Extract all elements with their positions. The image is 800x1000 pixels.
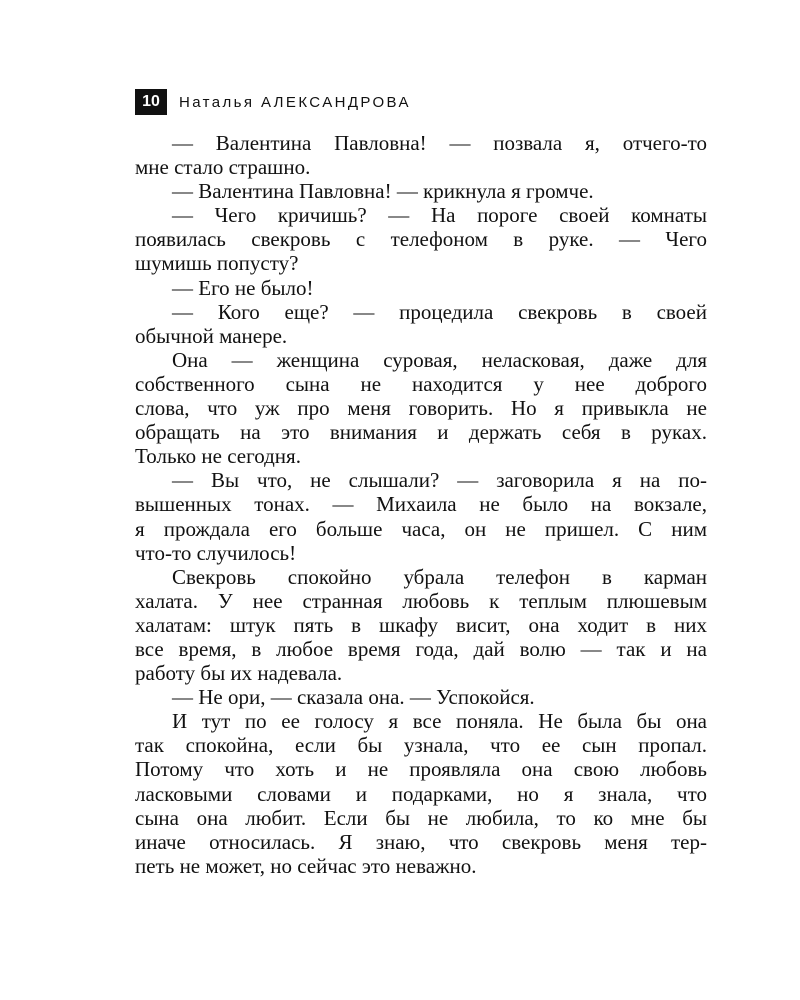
text-line: Потому что хоть и не проявляла она свою любовь <box>135 757 707 782</box>
text-line: работу бы их надевала. <box>135 661 343 686</box>
text-line: обычной манере. <box>135 323 288 348</box>
text-line: мне стало страшно. <box>135 155 311 180</box>
text-line: появилась свекровь с телефоном в руке. — Чего <box>135 227 707 252</box>
text-line: слова, что уж про меня говорить. Но я привыкла не <box>135 396 707 421</box>
text-line: — Не ори, — сказала она. — Успокойся. <box>172 685 535 710</box>
text-line: — Валентина Павловна! — позвала я, отчего-то <box>172 131 707 155</box>
text-line: халатам: штук пять в шкафу висит, она ходит в них <box>135 612 707 637</box>
text-line: — Кого еще? — процедила свекровь в своей <box>172 299 707 324</box>
text-line: собственного сына не находится у нее доброго <box>135 371 707 396</box>
text-line: иначе относилась. Я знаю, что свекровь меня тер- <box>135 829 707 854</box>
running-header <box>135 89 411 115</box>
text-line: Только не сегодня. <box>135 444 301 469</box>
text-line: вышенных тонах. — Михаила не было на вокзале, <box>135 492 707 517</box>
text-line: халата. У нее странная любовь к теплым плюшевым <box>135 588 707 613</box>
text-line: — Вы что, не слышали? — заговорила я на по- <box>172 468 707 493</box>
text-line: — Его не было! <box>172 275 314 300</box>
author-name: Наталья АЛЕКСАНДРОВА <box>179 93 411 111</box>
body-text <box>135 131 707 878</box>
text-line: я прождала его больше часа, он не пришел. С ним <box>135 516 707 541</box>
text-line: ласковыми словами и подарками, но я знала, что <box>135 781 707 806</box>
text-line: шумишь попусту? <box>135 251 299 276</box>
text-line: что-то случилось! <box>135 540 297 565</box>
text-line: так спокойна, если бы узнала, что ее сын пропал. <box>135 733 707 758</box>
text-line: сына она любит. Если бы не любила, то ко мне бы <box>135 805 707 830</box>
text-line: И тут по ее голосу я все поняла. Не была бы она <box>172 709 707 734</box>
text-line: Свекровь спокойно убрала телефон в карман <box>172 564 707 589</box>
text-line: — Валентина Павловна! — крикнула я громче. <box>172 179 594 204</box>
text-line: петь не может, но сейчас это неважно. <box>135 853 477 878</box>
page-number: 10 <box>135 89 167 115</box>
text-line: Она — женщина суровая, неласковая, даже для <box>172 347 707 372</box>
text-line: — Чего кричишь? — На пороге своей комнаты <box>172 203 707 228</box>
text-line: все время, в любое время года, дай волю — так и на <box>135 636 707 661</box>
text-line: обращать на это внимания и держать себя в руках. <box>135 420 707 445</box>
